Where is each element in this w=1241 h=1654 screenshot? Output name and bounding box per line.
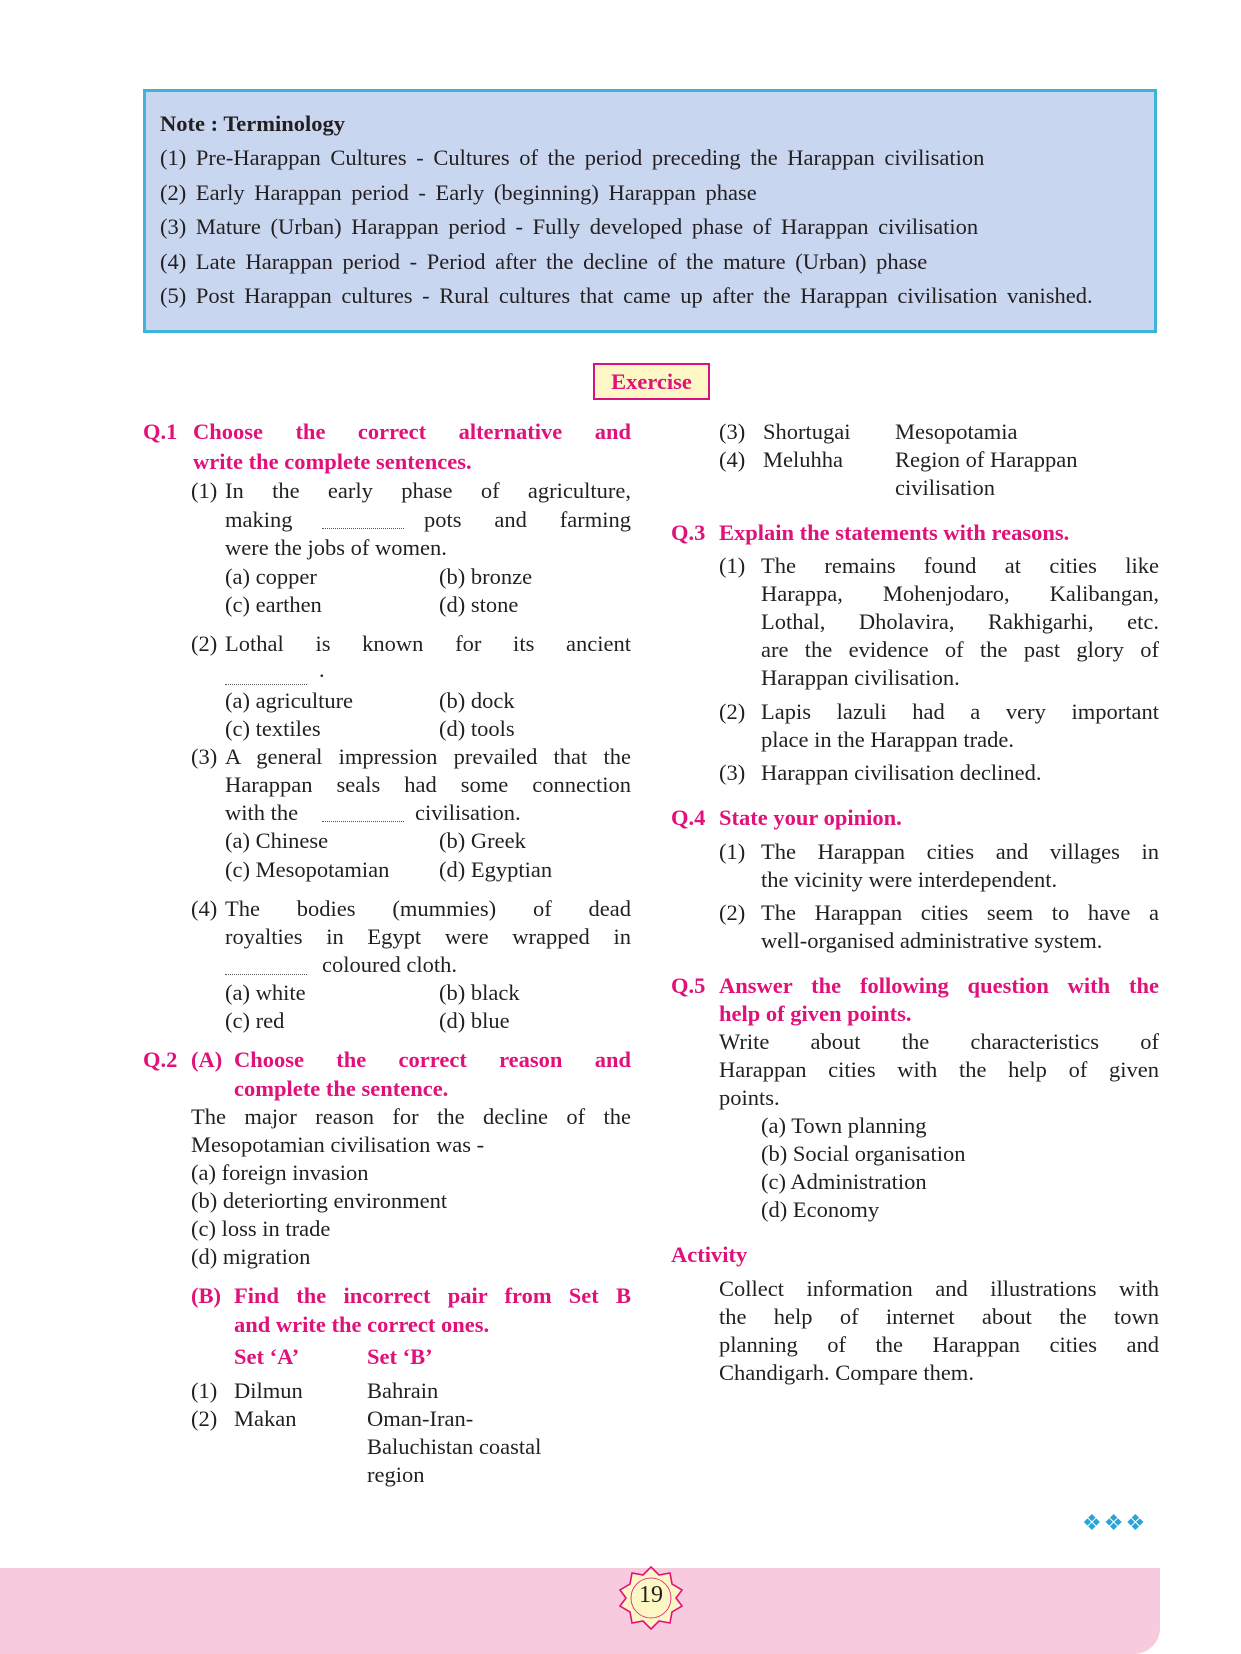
end-ornament: ❖❖❖ [1082,1510,1148,1535]
option: (b) dock [439,688,515,713]
note-item: (1) Pre-Harappan Cultures - Cultures of the period preceding the Harappan civilisation [160,145,985,171]
set-b-header: Set ‘B’ [367,1344,433,1369]
option: (b) Greek [439,828,526,853]
q2-a-heading: Choose the correct reason and [234,1047,631,1072]
q1-item-text: . [319,657,325,682]
activity-text: Chandigarh. Compare them. [719,1360,974,1385]
pair-set-a: Dilmun [234,1378,303,1403]
option: (a) Chinese [225,828,329,853]
q2-a-text: Mesopotamian civilisation was - [191,1132,485,1157]
q5-text: points. [719,1085,780,1110]
q3-item-text: Harappan civilisation. [761,665,960,690]
q3-item-text: Lothal, Dholavira, Rakhigarhi, etc. [761,609,1159,634]
activity-text: Collect information and illustrations with [719,1276,1159,1301]
pair-set-b: Baluchistan coastal [367,1434,542,1459]
footer-band [0,1568,1160,1654]
q2-b-heading: and write the correct ones. [234,1312,490,1337]
set-a-header: Set ‘A’ [234,1344,300,1369]
q4-item-text: the vicinity were interdependent. [761,867,1058,892]
activity-heading: Activity [671,1242,748,1267]
option: (a) copper [225,564,317,589]
note-item: (3) Mature (Urban) Harappan period - Fully developed phase of Harappan civilisation [160,214,979,240]
note-item: (5) Post Harappan cultures - Rural cultures that came up after the Harappan civilisation vanished. [160,283,1093,309]
q1-item-text: coloured cloth. [322,952,457,977]
pair-number: (1) [191,1378,218,1403]
q5-point: (a) Town planning [761,1113,927,1138]
pair-set-b: Oman-Iran- [367,1406,474,1431]
q1-item-text: Lothal is known for its ancient [225,631,631,656]
q5-heading: Answer the following question with the [719,973,1159,998]
q2-a-label: (A) [191,1047,223,1072]
q4-heading: State your opinion. [719,805,902,830]
q1-heading: write the complete sentences. [193,449,472,474]
q3-item-text: are the evidence of the past glory of [761,637,1159,662]
option: (c) textiles [225,716,321,741]
activity-text: the help of internet about the town [719,1304,1159,1329]
option: (d) stone [439,592,519,617]
note-title: Note : Terminology [160,111,345,136]
q1-item-number: (4) [191,896,218,921]
q4-item-number: (2) [719,900,746,925]
q1-item-number: (2) [191,631,218,656]
q3-item-number: (2) [719,699,746,724]
q1-item-number: (1) [191,478,218,503]
option: (b) bronze [439,564,533,589]
q3-item-text: Lapis lazuli had a very important [761,699,1159,724]
q1-item-text: with the [225,800,299,825]
q2-b-heading: Find the incorrect pair from Set B [234,1283,631,1308]
fill-blank [225,683,307,685]
q2-a-text: The major reason for the decline of the [191,1104,631,1129]
q1-item-text: Harappan seals had some connection [225,772,631,797]
option: (d) blue [439,1008,510,1033]
q1-item-number: (3) [191,744,218,769]
q5-text: Write about the characteristics of [719,1029,1159,1054]
option: (b) deteriorting environment [191,1188,448,1213]
q4-number: Q.4 [671,805,706,830]
q3-number: Q.3 [671,520,706,545]
q1-item-text: civilisation. [415,800,521,825]
option: (c) Mesopotamian [225,857,390,882]
pair-set-b: Bahrain [367,1378,439,1403]
q2-b-label: (B) [191,1283,221,1308]
q1-item-text: A general impression prevailed that the [225,744,631,769]
q5-number: Q.5 [671,973,706,998]
pair-set-a: Makan [234,1406,297,1431]
q5-point: (c) Administration [761,1169,927,1194]
option: (d) Egyptian [439,857,553,882]
activity-text: planning of the Harappan cities and [719,1332,1159,1357]
option: (d) migration [191,1244,311,1269]
note-item: (2) Early Harappan period - Early (beginning) Harappan phase [160,179,757,205]
q3-item-text: Harappan civilisation declined. [761,760,1042,785]
note-item: (4) Late Harappan period - Period after the decline of the mature (Urban) phase [160,248,928,274]
option: (a) foreign invasion [191,1160,369,1185]
option: (b) black [439,980,520,1005]
q1-item-text: royalties in Egypt were wrapped in [225,924,631,949]
option: (c) loss in trade [191,1216,331,1241]
q2-number: Q.2 [143,1047,178,1072]
q2-a-heading: complete the sentence. [234,1076,449,1101]
q4-item-text: well-organised administrative system. [761,928,1103,953]
left-column [143,419,631,1559]
q3-heading: Explain the statements with reasons. [719,520,1070,545]
right-column [671,419,1159,1519]
option: (a) white [225,980,306,1005]
pair-number: (3) [719,419,746,444]
q1-item-text: were the jobs of women. [225,535,447,560]
page-number: 19 [639,1582,663,1608]
option: (d) tools [439,716,515,741]
q1-item-text: The bodies (mummies) of dead [225,896,631,921]
q4-item-text: The Harappan cities and villages in [761,839,1159,864]
q3-item-number: (1) [719,553,746,578]
q1-heading: Choose the correct alternative and [193,419,631,444]
pair-number: (4) [719,447,746,472]
q5-text: Harappan cities with the help of given [719,1057,1159,1082]
q1-number: Q.1 [143,419,178,444]
q5-heading: help of given points. [719,1001,912,1026]
pair-number: (2) [191,1406,218,1431]
pair-set-a: Meluhha [763,447,843,472]
q4-item-number: (1) [719,839,746,864]
q3-item-number: (3) [719,760,746,785]
option: (a) agriculture [225,688,354,713]
q3-item-text: place in the Harappan trade. [761,727,1014,752]
option: (c) earthen [225,592,322,617]
q5-point: (b) Social organisation [761,1141,966,1166]
option: (c) red [225,1008,285,1033]
pair-set-b: Region of Harappan [895,447,1078,472]
q1-item-text: making [225,507,293,532]
q3-item-text: Harappa, Mohenjodaro, Kalibangan, [761,581,1159,606]
q4-item-text: The Harappan cities seem to have a [761,900,1159,925]
pair-set-b: civilisation [895,475,995,500]
q5-point: (d) Economy [761,1197,880,1222]
pair-set-b: Mesopotamia [895,419,1018,444]
pair-set-a: Shortugai [763,419,851,444]
pair-set-b: region [367,1462,425,1487]
fill-blank [322,820,404,822]
q1-item-text: In the early phase of agriculture, [225,478,631,503]
fill-blank [225,973,307,975]
q1-item-text: pots and farming [424,507,631,532]
fill-blank [322,527,404,529]
terminology-note-box [143,89,1157,333]
exercise-label: Exercise [593,363,710,400]
q3-item-text: The remains found at cities like [761,553,1159,578]
